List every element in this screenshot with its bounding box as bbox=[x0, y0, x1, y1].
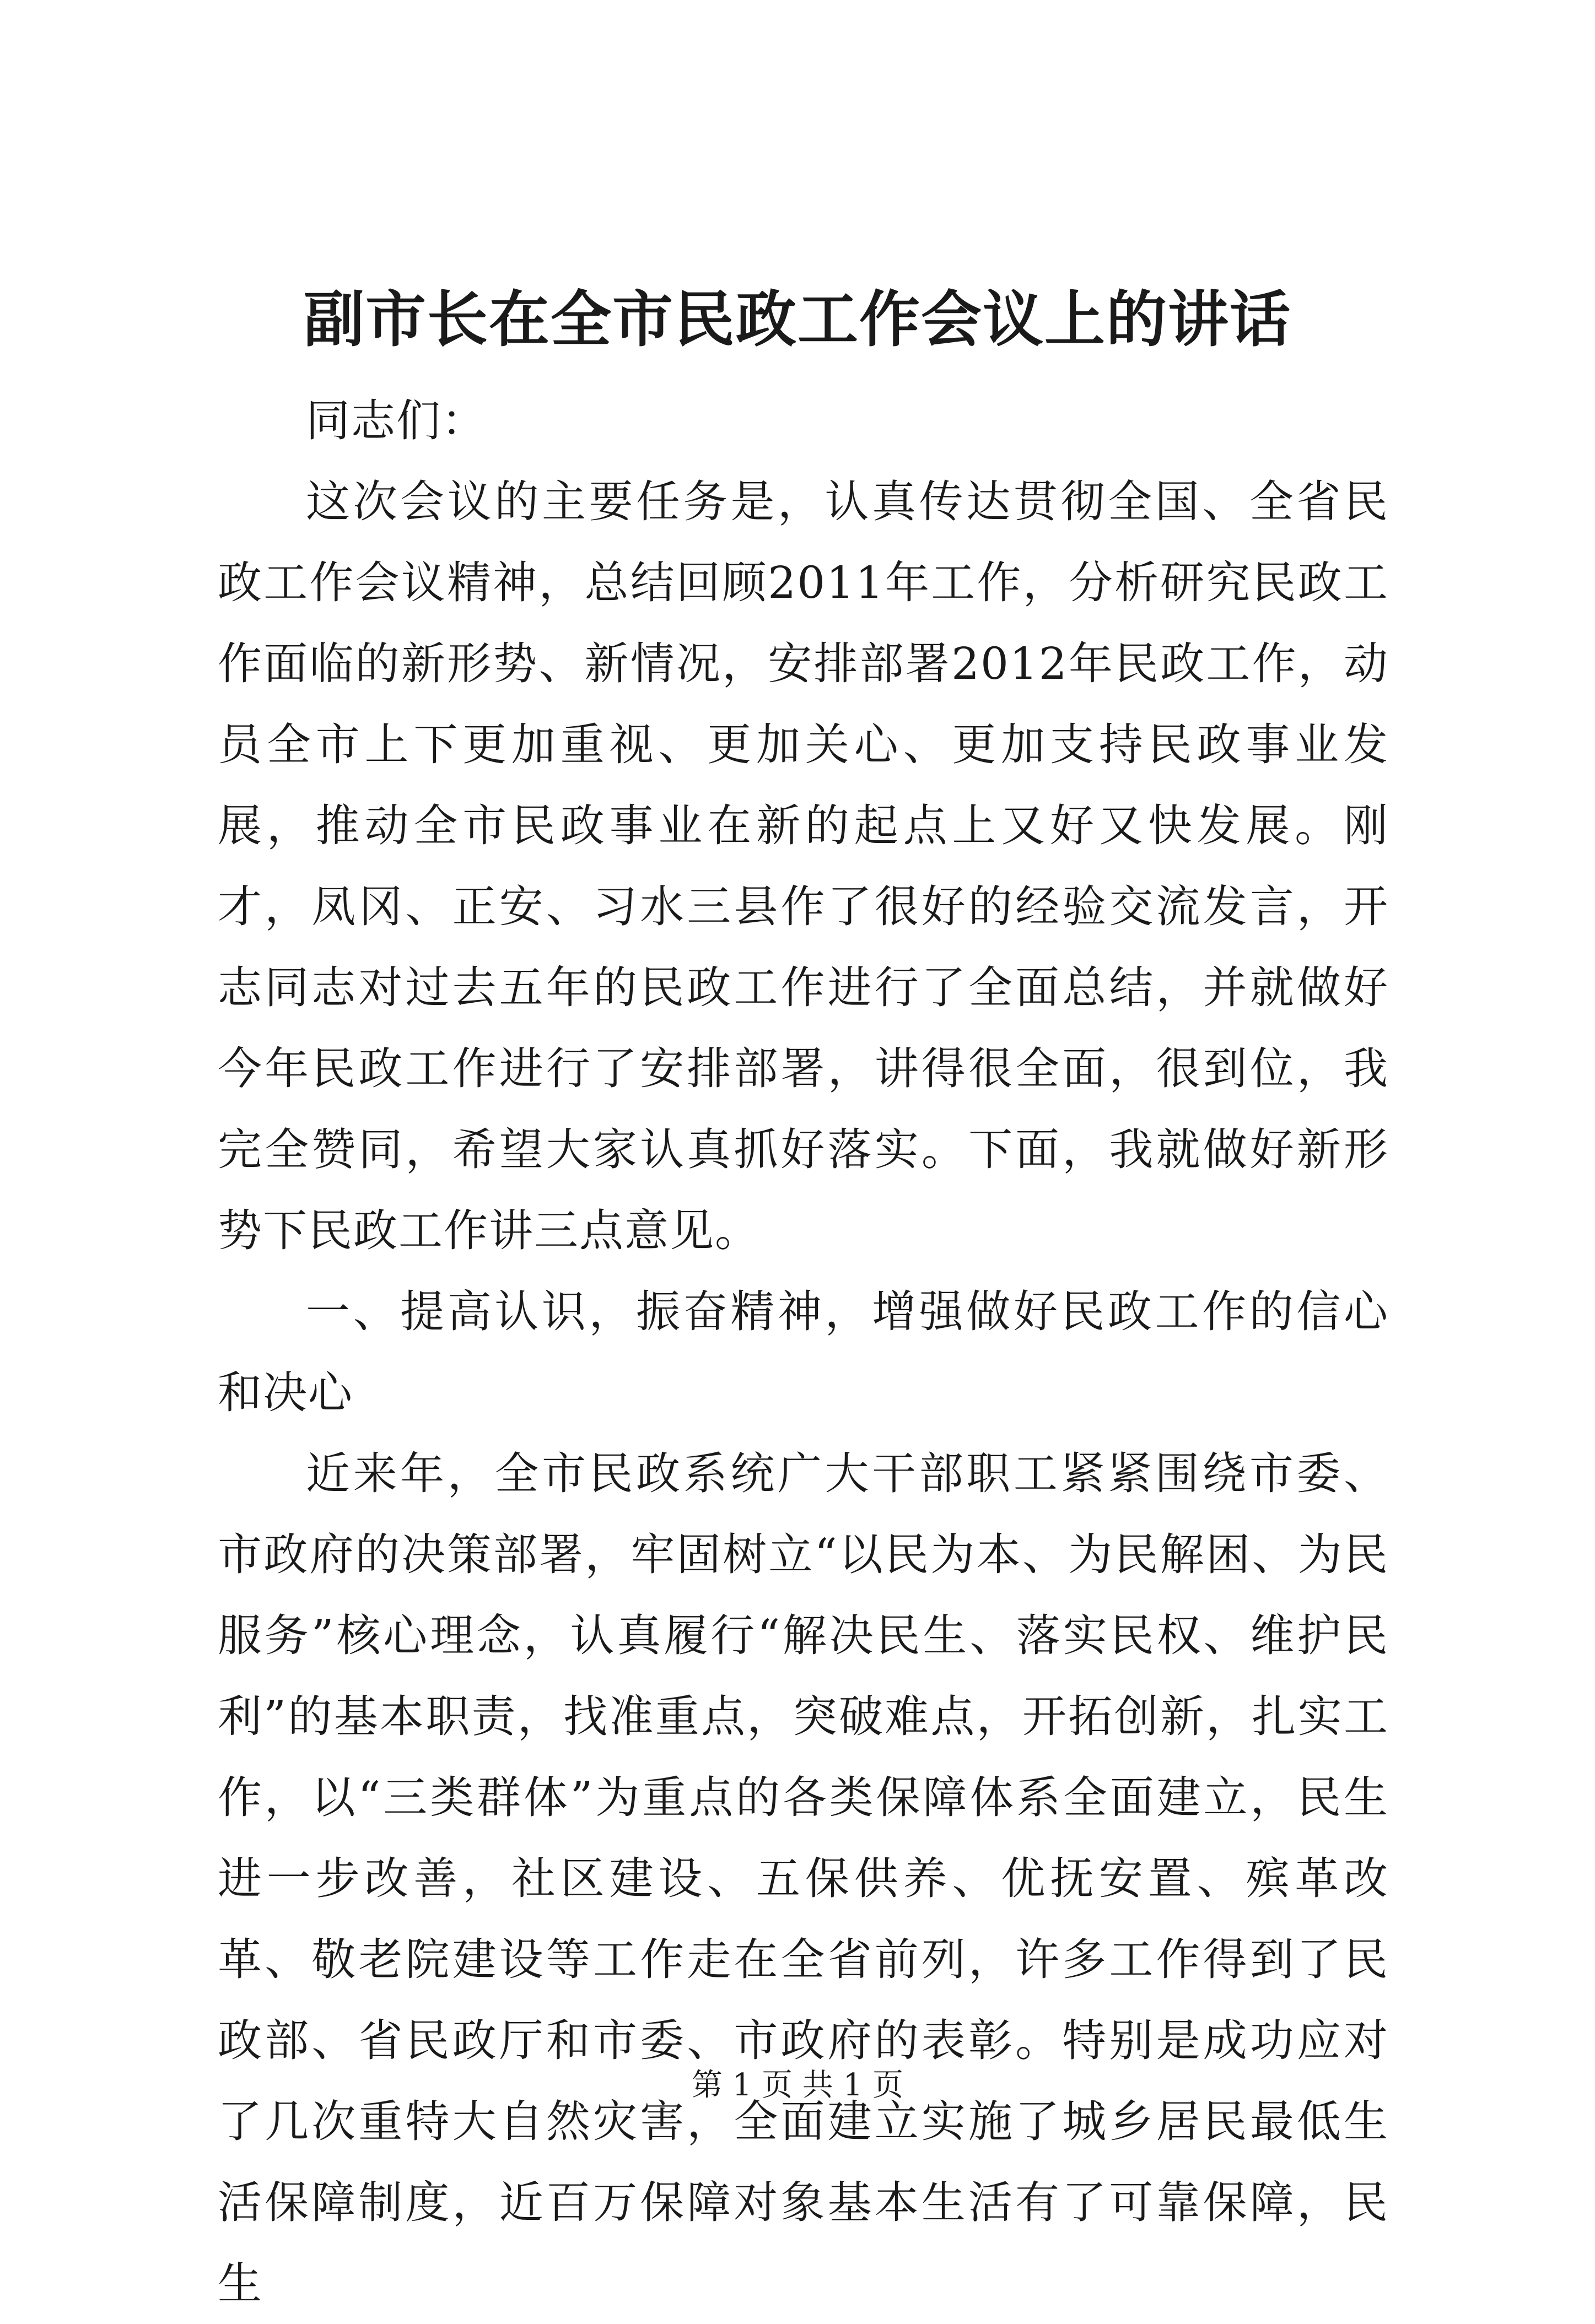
document-title: 副市长在全市民政工作会议上的讲话 bbox=[304, 284, 1291, 355]
salutation: 同志们： bbox=[306, 395, 487, 446]
body-paragraph: 近来年，全市民政系统广大干部职工紧紧围绕市委、市政府的决策部署，牢固树立“以民为本、为民解困、为民服务”核心理念，认真履行“解决民生、落实民权、维护民利”的基本职责，找准重点，突破难点，开拓创新，扎实工作，以“三类群体”为重点的各类保障体系全面建立，民生进一步改善，社区建设、五保供养、优抚安置、殡革改革、敬老院建设等工作走在全省前列，许多工作得到了民政部、省民政厅和市委、市政府的表彰。特别是成功应对了几次重特大自然灾害，全面建立实施了城乡居民最低生活保障制度，近百万保障对象基本生活有了可靠保障，民生 bbox=[218, 1448, 1389, 2309]
body-paragraph: 这次会议的主要任务是，认真传达贯彻全国、全省民政工作会议精神，总结回顾2011年工作，分析研究民政工作面临的新形势、新情况，安排部署2012年民政工作，动员全市上下更加重视、更加关心、更加支持民政事业发展，推动全市民政事业在新的起点上又好又快发展。刚才，凤冈、正安、习水三县作了很好的经验交流发言，开志同志对过去五年的民政工作进行了全面总结，并就做好今年民政工作进行了安排部署，讲得很全面，很到位，我完全赞同，希望大家认真抓好落实。下面，我就做好新形势下民政工作讲三点意见。 bbox=[218, 476, 1389, 1256]
document-body bbox=[218, 380, 1389, 2324]
page-footer: 第 1 页 共 1 页 bbox=[691, 2067, 904, 2103]
section-heading: 一、提高认识，振奋精神，增强做好民政工作的信心和决心 bbox=[218, 1286, 1389, 1418]
